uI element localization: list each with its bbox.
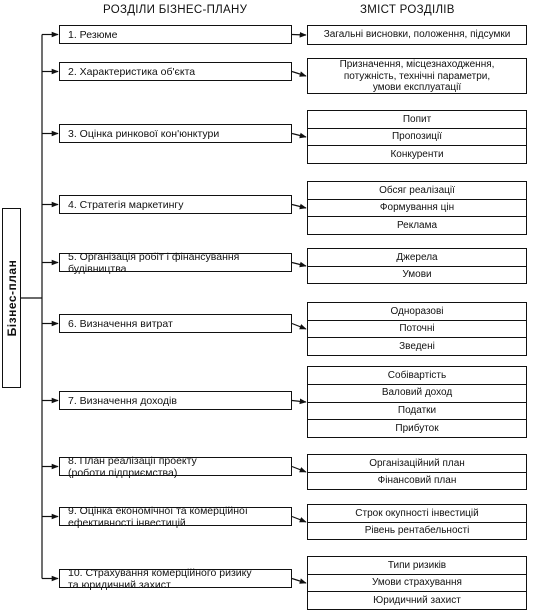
contents-box-9 xyxy=(307,504,527,540)
section-title: 2. Характеристика об'єкта xyxy=(68,65,196,78)
arrow-to-contents-10 xyxy=(292,579,306,584)
arrow-to-contents-6 xyxy=(292,324,306,330)
content-item: Типи ризиків xyxy=(387,559,447,571)
content-item: Загальні висновки, положення, підсумки xyxy=(323,29,511,41)
section-box-9 xyxy=(59,504,292,529)
arrow-to-contents-5 xyxy=(292,263,306,267)
section-title: 4. Стратегія маркетингу xyxy=(68,198,184,211)
arrow-to-contents-2 xyxy=(292,72,306,77)
arrow-to-contents-8 xyxy=(292,467,306,473)
arrow-to-contents-4 xyxy=(292,205,306,209)
arrow-to-contents-7 xyxy=(292,401,306,403)
section-box-8 xyxy=(59,454,292,479)
content-item: Попит xyxy=(402,113,432,125)
business-plan-root-box xyxy=(2,208,21,388)
content-item: Призначення, місцезнаходження, потужність, технічні параметри, умови експлуатації xyxy=(339,59,495,93)
content-item: Валовий доход xyxy=(308,384,526,402)
contents-box-2 xyxy=(307,58,527,94)
contents-box-8 xyxy=(307,454,527,490)
section-title: 7. Визначення доходів xyxy=(68,394,177,407)
contents-box-4 xyxy=(307,181,527,235)
contents-box-3 xyxy=(307,110,527,164)
contents-box-6 xyxy=(307,302,527,356)
content-item: Строк окупності інвестицій xyxy=(355,507,479,519)
content-item: Конкуренти xyxy=(308,145,526,163)
content-item: Обсяг реалізації xyxy=(379,184,455,196)
section-title: 8. План реалізації проекту (роботи підприємства) xyxy=(68,454,197,479)
contents-box-1 xyxy=(307,25,527,45)
content-item: Формування цін xyxy=(308,199,526,217)
section-box-7 xyxy=(59,391,292,410)
section-box-2 xyxy=(59,62,292,81)
content-item: Одноразові xyxy=(390,305,444,317)
content-item: Умови xyxy=(308,266,526,284)
section-box-4 xyxy=(59,195,292,214)
content-item: Рівень рентабельності xyxy=(308,522,526,540)
section-title: 1. Резюме xyxy=(68,28,118,41)
content-item: Реклама xyxy=(308,216,526,234)
section-box-6 xyxy=(59,314,292,333)
content-item: Зведені xyxy=(308,337,526,355)
root-label: Бізнес-план xyxy=(4,259,19,337)
section-title: 9. Оцінка економічної та комерційної ефективності інвестицій xyxy=(68,504,248,529)
content-item: Прибуток xyxy=(308,419,526,437)
content-item: Собівартість xyxy=(387,369,447,381)
section-title: 3. Оцінка ринкової кон'юнктури xyxy=(68,127,220,140)
content-item: Організаційний план xyxy=(369,457,465,469)
contents-box-10 xyxy=(307,556,527,610)
content-item: Поточні xyxy=(308,320,526,338)
content-item: Юридичний захист xyxy=(308,591,526,609)
contents-header: ЗМІСТ РОЗДІЛІВ xyxy=(360,4,455,16)
content-item: Пропозиції xyxy=(308,128,526,146)
arrow-to-contents-1 xyxy=(292,35,306,36)
section-title: 10. Страхування комерційного ризику та юридичний захист xyxy=(68,566,252,591)
section-box-3 xyxy=(59,124,292,143)
section-title: 5. Організація робіт і фінансування будівництва xyxy=(68,250,240,275)
section-box-5 xyxy=(59,250,292,275)
content-item: Джерела xyxy=(396,251,438,263)
arrow-to-contents-3 xyxy=(292,134,306,138)
content-item: Умови страхування xyxy=(308,574,526,592)
sections-header: РОЗДІЛИ БІЗНЕС-ПЛАНУ xyxy=(103,4,248,16)
contents-box-7 xyxy=(307,366,527,438)
section-box-1 xyxy=(59,25,292,44)
contents-box-5 xyxy=(307,248,527,284)
content-item: Фінансовий план xyxy=(308,472,526,490)
section-title: 6. Визначення витрат xyxy=(68,317,173,330)
content-item: Податки xyxy=(308,402,526,420)
section-box-10 xyxy=(59,566,292,591)
arrow-to-contents-9 xyxy=(292,517,306,523)
